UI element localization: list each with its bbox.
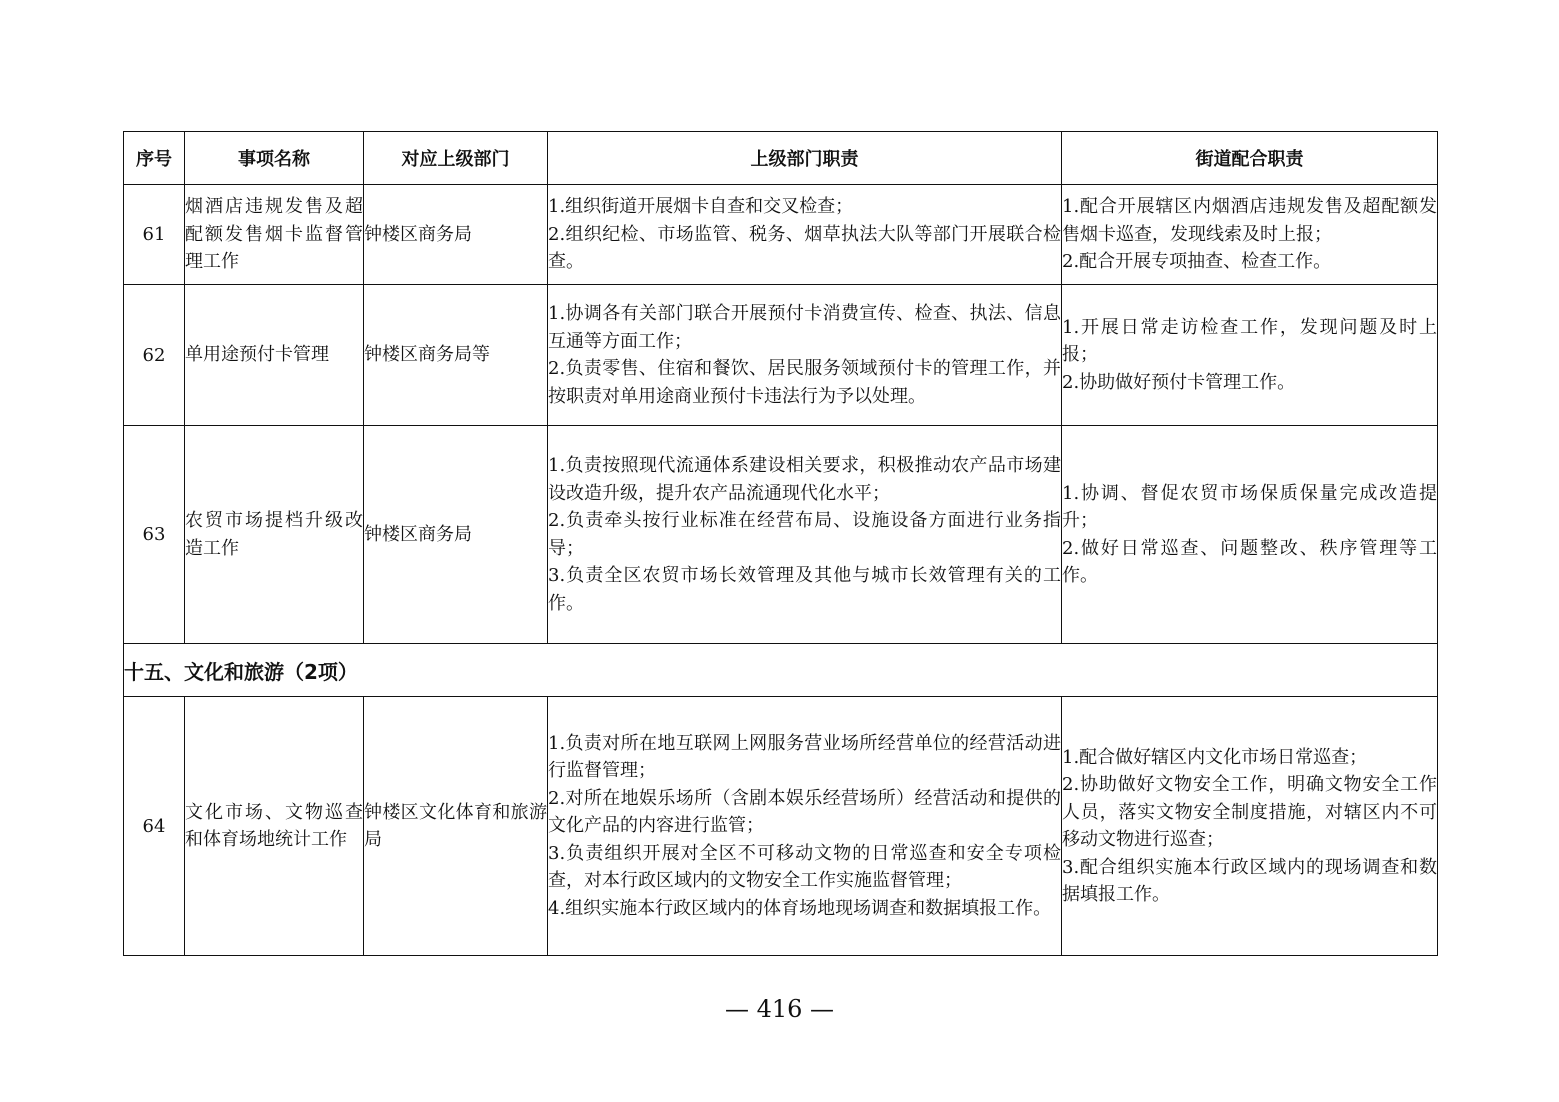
item-name: 烟酒店违规发售及超配额发售烟卡监督管理工作 xyxy=(185,185,364,285)
section-title: 十五、文化和旅游（2项） xyxy=(124,644,1438,697)
superior-duties xyxy=(548,285,1062,426)
street-duty-line: 1.开展日常走访检查工作，发现问题及时上报； xyxy=(1062,316,1437,366)
duty-line: 2.对所在地娱乐场所（含剧本娱乐经营场所）经营活动和提供的文化产品的内容进行监管； xyxy=(548,787,1061,837)
item-name: 农贸市场提档升级改造工作 xyxy=(185,426,364,644)
duty-line: 2.组织纪检、市场监管、税务、烟草执法大队等部门开展联合检查。 xyxy=(548,223,1061,273)
row-number: 61 xyxy=(124,185,185,285)
header-item-name: 事项名称 xyxy=(185,132,364,185)
duty-line: 1.负责对所在地互联网上网服务营业场所经营单位的经营活动进行监督管理； xyxy=(548,732,1061,782)
duty-line: 3.负责组织开展对全区不可移动文物的日常巡查和安全专项检查，对本行政区域内的文物安全工作实施监督管理； xyxy=(548,842,1061,892)
table-row xyxy=(124,697,1438,956)
street-duties xyxy=(1062,285,1438,426)
duty-line: 1.协调各有关部门联合开展预付卡消费宣传、检查、执法、信息互通等方面工作； xyxy=(548,303,1061,352)
street-duties xyxy=(1062,185,1438,285)
street-duty-line: 1.配合做好辖区内文化市场日常巡查； xyxy=(1062,746,1368,768)
section-row xyxy=(124,644,1438,697)
row-number: 64 xyxy=(124,697,185,956)
header-row xyxy=(124,132,1438,185)
header-superior-dept: 对应上级部门 xyxy=(364,132,548,185)
duty-line: 1.组织街道开展烟卡自查和交叉检查； xyxy=(548,196,854,218)
street-duty-line: 1.协调、督促农贸市场保质保量完成改造提升； xyxy=(1062,482,1437,531)
street-duty-line: 3.配合组织实施本行政区域内的现场调查和数据填报工作。 xyxy=(1062,856,1437,905)
street-duty-line: 1.配合开展辖区内烟酒店违规发售及超配额发售烟卡巡查，发现线索及时上报； xyxy=(1062,196,1437,245)
street-duty-line: 2.做好日常巡查、问题整改、秩序管理等工作。 xyxy=(1062,537,1437,586)
superior-dept: 钟楼区文化体育和旅游局 xyxy=(364,697,548,956)
row-number: 62 xyxy=(124,285,185,426)
duty-line: 1.负责按照现代流通体系建设相关要求，积极推动农产品市场建设改造升级，提升农产品流通现代化水平； xyxy=(548,455,1061,504)
duty-line: 2.负责牵头按行业标准在经营布局、设施设备方面进行业务指导； xyxy=(548,510,1061,559)
table-row xyxy=(124,426,1438,644)
street-duty-line: 2.协助做好文物安全工作，明确文物安全工作人员，落实文物安全制度措施，对辖区内不可移动文物进行巡查； xyxy=(1062,774,1437,850)
header-superior-duties: 上级部门职责 xyxy=(548,132,1062,185)
item-name: 单用途预付卡管理 xyxy=(185,285,364,426)
superior-duties xyxy=(548,697,1062,956)
superior-dept: 钟楼区商务局 xyxy=(364,185,548,285)
superior-duties xyxy=(548,426,1062,644)
street-duties xyxy=(1062,697,1438,956)
header-number: 序号 xyxy=(124,132,185,185)
superior-dept: 钟楼区商务局 xyxy=(364,426,548,644)
street-duties xyxy=(1062,426,1438,644)
street-duty-line: 2.协助做好预付卡管理工作。 xyxy=(1062,371,1296,393)
header-street-duties: 街道配合职责 xyxy=(1062,132,1438,185)
table-row xyxy=(124,285,1438,426)
duty-line: 2.负责零售、住宿和餐饮、居民服务领域预付卡的管理工作，并按职责对单用途商业预付卡违法行为予以处理。 xyxy=(548,358,1061,407)
responsibility-table xyxy=(123,131,1438,956)
superior-dept: 钟楼区商务局等 xyxy=(364,285,548,426)
row-number: 63 xyxy=(124,426,185,644)
duty-line: 4.组织实施本行政区域内的体育场地现场调查和数据填报工作。 xyxy=(548,897,1052,919)
page-number: — 416 — xyxy=(724,995,835,1023)
superior-duties xyxy=(548,185,1062,285)
item-name: 文化市场、文物巡查和体育场地统计工作 xyxy=(185,697,364,956)
street-duty-line: 2.配合开展专项抽查、检查工作。 xyxy=(1062,251,1332,273)
table-row xyxy=(124,185,1438,285)
duty-line: 3.负责全区农贸市场长效管理及其他与城市长效管理有关的工作。 xyxy=(548,565,1061,614)
